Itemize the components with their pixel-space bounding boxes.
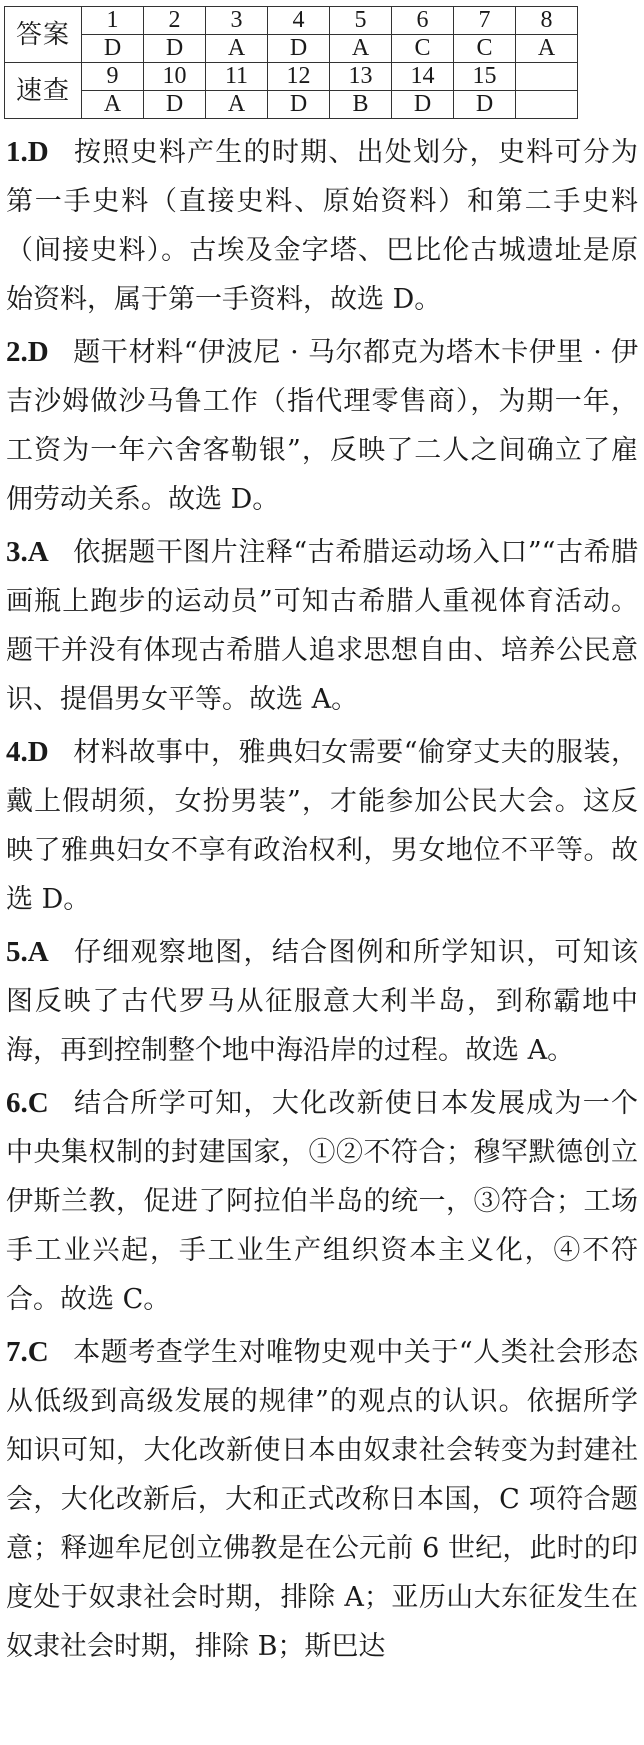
- explanation-text: 依据题干图片注释“古希腊运动场入口”“古希腊画瓶上跑步的运动员”可知古希腊人重视体育活动。题干并没有体现古希腊人追求思想自由、培养公民意识、提倡男女平等。故选 A。: [6, 537, 638, 715]
- question-number: 14: [392, 63, 454, 91]
- answer-letter: B: [330, 91, 392, 119]
- question-number: 6.: [6, 1087, 28, 1119]
- table-row: [5, 35, 578, 63]
- answer-key: D: [27, 136, 49, 168]
- explanation-text: 题干材料“伊波尼 · 马尔都克为塔木卡伊里 · 伊吉沙姆做沙马鲁工作（指代理零售商），为期一年，工资为一年六舍客勒银”，反映了二人之间确立了雇佣劳动关系。故选 D。: [6, 337, 638, 515]
- answer-key: D: [27, 336, 49, 368]
- answer-letter: D: [268, 35, 330, 63]
- explanation-item: [6, 1328, 638, 1671]
- question-number: 5.: [6, 936, 28, 968]
- answer-letter: D: [144, 91, 206, 119]
- question-number: 13: [330, 63, 392, 91]
- answer-key: A: [27, 536, 49, 568]
- question-number: 3: [206, 7, 268, 35]
- question-number: 5: [330, 7, 392, 35]
- question-number: 12: [268, 63, 330, 91]
- answer-letter: D: [454, 91, 516, 119]
- answer-quick-check-table: [4, 6, 578, 119]
- answer-key: D: [27, 736, 49, 768]
- explanation-item: [6, 728, 638, 924]
- answer-letter: A: [516, 35, 578, 63]
- question-number: 8: [516, 7, 578, 35]
- question-number: 2: [144, 7, 206, 35]
- table-label-quick-check: 速查: [5, 63, 82, 119]
- answer-explanations: [6, 128, 638, 1675]
- explanation-item: [6, 528, 638, 724]
- question-number: 7.: [6, 1336, 28, 1368]
- answer-letter: C: [392, 35, 454, 63]
- answer-key: A: [27, 936, 49, 968]
- answer-letter: [516, 91, 578, 119]
- question-number: 4.: [6, 736, 28, 768]
- explanation-text: 仔细观察地图，结合图例和所学知识，可知该图反映了古代罗马从征服意大利半岛，到称霸地中海，再到控制整个地中海沿岸的过程。故选 A。: [6, 937, 638, 1066]
- question-number: 3.: [6, 536, 28, 568]
- table-row: [5, 63, 578, 91]
- explanation-text: 结合所学可知，大化改新使日本发展成为一个中央集权制的封建国家，①②不符合；穆罕默德创立伊斯兰教，促进了阿拉伯半岛的统一，③符合；工场手工业兴起，手工业生产组织资本主义化，④不符合。故选 C。: [6, 1088, 638, 1315]
- question-number: 1: [82, 7, 144, 35]
- explanation-text: 材料故事中，雅典妇女需要“偷穿丈夫的服装，戴上假胡须，女扮男装”，才能参加公民大会。这反映了雅典妇女不享有政治权利，男女地位不平等。故选 D。: [6, 737, 638, 915]
- table-label-answer: 答案: [5, 7, 82, 63]
- answer-letter: D: [82, 35, 144, 63]
- answer-letter: D: [392, 91, 454, 119]
- explanation-item: [6, 928, 638, 1075]
- question-number: 10: [144, 63, 206, 91]
- question-number: 15: [454, 63, 516, 91]
- answer-letter: A: [206, 35, 268, 63]
- question-number: [516, 63, 578, 91]
- answer-letter: A: [330, 35, 392, 63]
- answer-letter: D: [144, 35, 206, 63]
- table-row: [5, 7, 578, 35]
- question-number: 9: [82, 63, 144, 91]
- table-row: [5, 91, 578, 119]
- answer-key: C: [27, 1087, 49, 1119]
- explanation-text: 本题考查学生对唯物史观中关于“人类社会形态从低级到高级发展的规律”的观点的认识。依据所学知识可知，大化改新使日本由奴隶社会转变为封建社会，大化改新后，大和正式改称日本国，C 项符合题意；释迦牟尼创立佛教是在公元前 6 世纪，此时的印度处于奴隶社会时期，排除 A；亚历山大东征发生在奴隶社会时期，排除 B；斯巴达: [6, 1337, 638, 1662]
- answer-key: C: [27, 1336, 49, 1368]
- question-number: 7: [454, 7, 516, 35]
- answer-letter: C: [454, 35, 516, 63]
- answer-letter: A: [82, 91, 144, 119]
- question-number: 4: [268, 7, 330, 35]
- explanation-item: [6, 328, 638, 524]
- explanation-item: [6, 1079, 638, 1324]
- answer-letter: A: [206, 91, 268, 119]
- explanation-item: [6, 128, 638, 324]
- question-number: 11: [206, 63, 268, 91]
- answer-letter: D: [268, 91, 330, 119]
- explanation-text: 按照史料产生的时期、出处划分，史料可分为第一手史料（直接史料、原始资料）和第二手史料（间接史料）。古埃及金字塔、巴比伦古城遗址是原始资料，属于第一手资料，故选 D。: [6, 137, 638, 315]
- question-number: 6: [392, 7, 454, 35]
- question-number: 2.: [6, 336, 28, 368]
- question-number: 1.: [6, 136, 28, 168]
